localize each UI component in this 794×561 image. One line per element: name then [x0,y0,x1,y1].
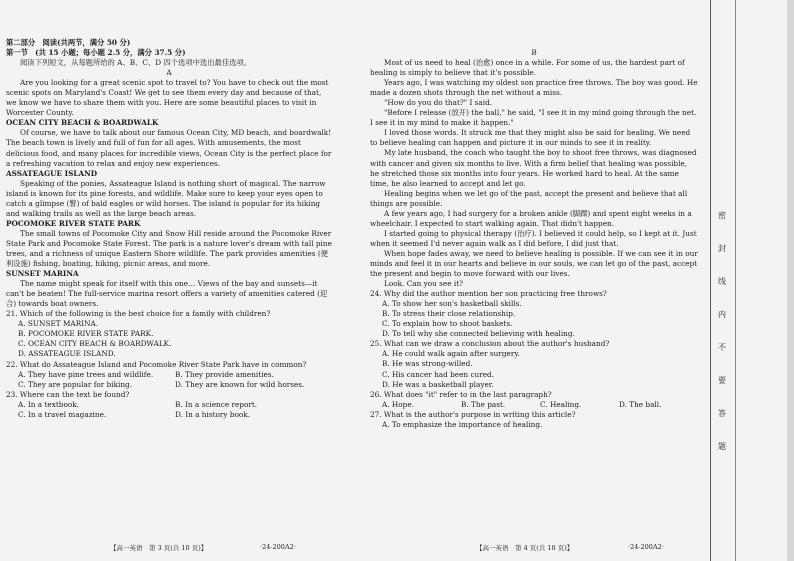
seal-char: 答 [718,409,726,418]
question-25: 25. What can we draw a conclusion about the author's husband? [370,339,610,349]
paragraph: A few years ago, I had surgery for a broken ankle (脚踝) and spent eight weeks in a wheelchair. I expected to start walking again. That didn't happen. [370,208,692,228]
option: C. They are popular for biking. [18,379,133,389]
footer-code-left: ·24-200A2· [260,543,296,551]
paragraph: Speaking of the ponies, Assateague Island is nothing short of magical. The narrow island is known for its pine forests, and wildlife. Make sure to keep your eyes open to catch a glimpse (瞥) of bald eagles or wild horses. The island is popular for its hiking and walking trails as well as the large beach areas. [6,178,326,218]
option: A. They have pine trees and wildlife. [18,369,154,379]
option-row [6,400,332,410]
section-title: ASSATEAGUE ISLAND [6,168,98,178]
right-column [370,48,698,430]
option: C. Healing. [540,399,582,409]
paragraph: When hope fades away, we need to believe healing is possible. If we can see it in our minds and feel it in our hearts and believe in our souls, we can let go of the past, accept the present and begin to move forward with our lives. [370,248,698,279]
seal-char: 要 [718,376,726,385]
question-26: 26. What does "it" refer to in the last paragraph? [370,389,552,399]
seal-char: 题 [718,442,726,451]
option-row [6,370,332,380]
paragraph: I started going to physical therapy (治疗). I believed it could help, so I kept at it. Just when it seemed I'd never again walk as I did before, I did just that. [370,228,697,248]
footer-left: 【高一英语 第 3 页(共 10 页)】 [110,544,208,552]
footer-code-right: ·24-200A2· [628,543,664,551]
seal-char: 线 [718,277,726,286]
binding-line [735,0,736,561]
seal-char: 封 [718,244,726,253]
paragraph: My late husband, the coach who taught the boy to shoot free throws, was diagnosed with cancer and given six months to live. With a firm belief that healing was possible, he stretched those six months into four years. He worked hard to heal. At the same time, he also learned to accept and let go. [370,148,697,188]
section-title: POCOMOKE RIVER STATE PARK [6,218,141,228]
option: A. To show her son's basketball skills. [382,299,522,309]
paragraph: The name might speak for itself with this one… Views of the bay and sunsets—it can't be beaten! The full-service marina resort offers a variety of amenities catered (迎合) towards boat owners. [6,279,328,309]
option: B. He was strong-willed. [382,359,473,369]
option: A. SUNSET MARINA. [18,319,99,329]
option: B. They provide amenities. [175,369,274,379]
seal-line-notice [714,210,730,474]
option-row [6,380,332,390]
instruction: 阅读下列短文，从每题所给的 A、B、C、D 四个选项中选出最佳选项。 [20,58,252,68]
question-21: 21. Which of the following is the best choice for a family with children? [6,309,271,319]
passage-a-label: A [166,68,172,78]
option: D. ASSATEAGUE ISLAND. [18,349,116,359]
option-row [6,410,332,420]
section-title: OCEAN CITY BEACH & BOARDWALK [6,118,159,128]
option: C. OCEAN CITY BEACH & BOARDWALK. [18,339,172,349]
paragraph: I loved those words. It struck me that they might also be said for healing. We need to believe healing can happen and picture it in our minds to see it in reality. [370,128,691,148]
option: B. The past. [461,399,506,409]
paragraph: Are you looking for a great scenic spot to travel to? You have to check out the most scenic spots on Maryland's Coast! We get to see them every day and because of that, we know we have to share them with you. Here are some beautiful places to visit in Worcester County. [6,78,329,118]
part-heading: 第二部分 阅读(共两节，满分 50 分) [6,38,131,47]
paragraph: Healing begins when we let go of the past, accept the present and believe that all things are possible. [370,188,688,208]
paragraph: "How do you do that?" I said. [384,98,493,108]
paragraph: "Before I release (放开) the ball," he said, "I see it in my mind going through the net. I see it in my mind to make it happen." [370,108,697,128]
section-title: SUNSET MARINA [6,269,79,279]
option: A. Hope. [382,399,414,409]
option: D. They are known for wild horses. [175,379,305,389]
option: D. He was a basketball player. [382,379,494,389]
option: A. He could walk again after surgery. [382,349,520,359]
option: D. In a history book. [175,409,251,419]
option: B. POCOMOKE RIVER STATE PARK. [18,329,154,339]
question-27: 27. What is the author's purpose in writing this article? [370,409,576,419]
option: B. In a science report. [175,399,258,409]
option: D. To tell why she connected believing with healing. [382,329,575,339]
option: C. His cancer had been cured. [382,369,495,379]
left-column [6,38,332,420]
section-heading: 第一节 (共 15 小题；每小题 2.5 分，满分 37.5 分) [6,48,186,58]
seal-char: 密 [718,211,726,220]
paragraph: Look. Can you see it? [384,279,464,289]
question-24: 24. Why did the author mention her son practicing free throws? [370,289,607,299]
question-22: 22. What do Assateague Island and Pocomoke River State Park have in common? [6,359,307,369]
footer-right: 【高一英语 第 4 页(共 10 页)】 [476,544,574,552]
option: A. In a textbook. [18,399,79,409]
passage-b-label: B [531,48,537,57]
seal-char: 不 [718,343,726,352]
option: D. The ball. [619,399,662,409]
seal-char: 内 [718,310,726,319]
question-23: 23. Where can the text be found? [6,389,130,399]
option: C. To explain how to shoot baskets. [382,319,513,329]
scan-edge [787,0,794,561]
option: A. To emphasize the importance of healing. [382,419,543,429]
paragraph: The small towns of Pocomoke City and Snow Hill reside around the Pocomoke River State Park and Pocomoke State Forest. The park is a nature lover's dream with tall pine trees, and a richness of unique Eastern Shore wildlife. The park provides amenities (便利设施) fishing, boating, hiking, picnic areas, and more. [6,228,332,269]
option: B. To stress their close relationship. [382,309,516,319]
paragraph: Years ago, I was watching my oldest son practice free throws. The boy was good. He made a dozen shots through the net without a miss. [370,78,698,98]
paragraph: Most of us need to heal (治愈) once in a while. For some of us, the hardest part of healing is simply to believe that it's possible. [370,58,685,78]
option: C. In a travel magazine. [18,409,107,419]
option-row [370,400,698,410]
page-divider [710,0,711,561]
paragraph: Of course, we have to talk about our famous Ocean City, MD beach, and boardwalk! The beach town is lively and full of fun for all ages. With amusements, the most delicious food, and many places for incredible views, Ocean City is the perfect place for a refreshing vacation to relax and enjoy new experiences. [6,128,332,168]
